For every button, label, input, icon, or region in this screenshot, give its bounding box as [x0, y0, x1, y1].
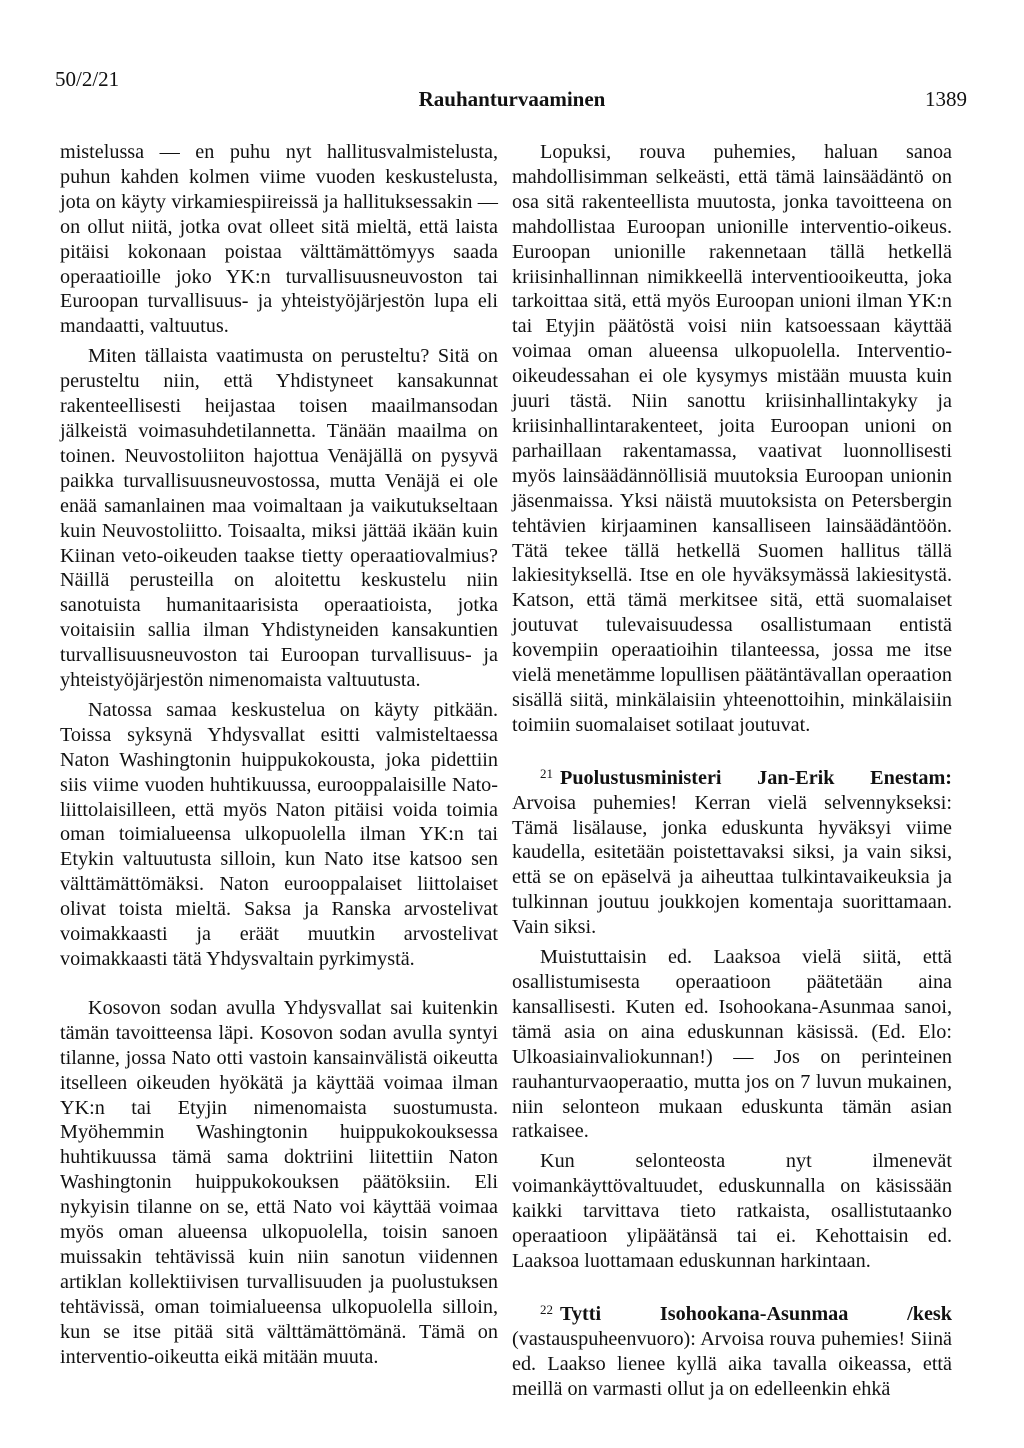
right-column: [512, 140, 952, 1402]
paragraph: Kosovon sodan avulla Yhdysvallat sai kuitenkin tämän tavoitteensa läpi. Kosovon sodan avulla syntyi tilanne, jossa Nato otti vastoin kansainvälistä oikeutta itselleen oikeuden hyökätä ja käyttää voimaa ilman YK:n tai Etyjin nimenomaista suostumusta. Myöhemmin Washingtonin huippukokouksessa huhtikuussa tämä sama doktriini liitettiin Naton Washingtonin huippukokouksen päätöksiin. Eli nykyisin tilanne on se, että Nato voi käyttää voimaa myös oman alueensa ulkopuolella, toisin sanoen muissakin tehtävissä kuin niin sanotun viidennen artiklan kollektiivisen turvallisuuden ja puolustuksen tehtävissä, oman toimialueensa ulkopuolella silloin, kun se itse pitää sitä välttämättömänä. Tämä on interventio-oikeutta eikä mitään muuta.: [60, 996, 498, 1368]
speech-22: [512, 1298, 952, 1402]
paragraph: Natossa samaa keskustelua on käyty pitkään. Toissa syksynä Yhdysvallat esitti valmisteltaessa Naton Washingtonin huippukokousta, joka pidettiin siis viime vuoden huhtikuussa, eurooppalaisille Nato-liittolaisilleen, että myös Naton pitäisi voida toimia oman toimialueensa ulkopuolella ilman YK:n tai Etykin valtuutusta silloin, kun Nato itse katsoo sen välttämättömäksi. Naton eurooppalaiset liittolaiset olivat toista mieltä. Saksa ja Ranska arvostelivat voimakkaasti ja eräät muutkin arvostelivat voimakkaasti tätä Yhdysvaltain pyrkimystä.: [60, 698, 498, 970]
speaker-name: Tytti Isohookana-Asunmaa /kesk: [560, 1302, 952, 1325]
paragraph: Kun selonteosta nyt ilmenevät voimankäyttövaltuudet, eduskunnalla on käsissään kaikki tarvittava tieto ratkaista, osallistutaanko operaatioon ylipäätänsä tai ei. Kehottaisin ed. Laaksoa luottamaan eduskunnan harkintaan.: [512, 1150, 952, 1272]
speaker-name: Puolustusministeri Jan-Erik Enestam:: [560, 766, 952, 789]
paragraph: Lopuksi, rouva puhemies, haluan sanoa mahdollisimman selkeästi, että tämä lainsäädäntö on osa sitä rakenteellista muutosta, jonka tavoitteena on mahdollistaa Euroopan unionille interventio-oikeus. Euroopan unionille rakennetaan tällä hetkellä kriisinhallinnan nimikkeellä interventiooikeutta, joka tarkoittaa sitä, että myös Euroopan unioni ilman YK:n tai Etyjin päätöstä voisi niin katsoessaan käyttää voimaa oman alueensa ulkopuolella. Interventio-oikeudessahan ei ole kysymys mistään muusta kuin juuri tästä. Niin sanottu kriisinhallintakyky ja kriisinhallintarakenteet, joita Euroopan unioni on parhaillaan rakentamassa, vaativat luonnollisesti myös lainsäädännöllisiä muutoksia Euroopan unionin jäsenmaissa. Yksi näistä muutoksista on Petersbergin tehtävien kirjaaminen kansalliseen lainsäädäntöön. Tätä tekee tällä hetkellä Suomen hallitus tällä lakiesityksellä. Itse en ole hyväksymässä lakiesitystä. Katson, että tämä merkitsee sitä, että suomalaiset joutuvat tulevaisuudessa osallistumaan entistä kovempiin operaatioihin tilanteessa, jossa me itse vielä menetämme lopullisen päätäntävallan operaation sisällä siitä, minkälaisiin yhteenottoihin, minkälaisiin toimiin suomalaiset sotilaat joutuvat.: [512, 141, 952, 736]
paragraph: Muistuttaisin ed. Laaksoa vielä siitä, että osallistumisesta operaatioon päätetään aina kansallisesti. Kuten ed. Isohookana-Asunmaa sanoi, tämä asia on aina eduskunnan käsissä. (Ed. Elo: Ulkoasiainvaliokunnan!) — Jos on perinteinen rauhanturvaoperaatio, mutta jos on 7 luvun mukainen, niin selonteon mukaan eduskunta tämän asian ratkaisee.: [512, 946, 952, 1143]
running-title: Rauhanturvaaminen: [418, 87, 606, 111]
speech-text: Arvoisa puhemies! Kerran vielä selvennykseksi: Tämä lisälause, jonka eduskunta hyväksyi viime kaudella, esitetään poistettavaksi siksi, ja vain siksi, että se on epäselvä ja aiheuttaa tulkintavaikeuksia ja tulkinnan joutuu joukkojen komentaja suorittamaan. Vain siksi.: [512, 791, 952, 939]
speech-number: 21: [540, 765, 553, 781]
paragraph: mistelussa — en puhu nyt hallitusvalmistelusta, puhun kahden kolmen viime vuoden keskustelusta, jota on käyty virkamiespiireissä ja hallituksessakin — on ollut niitä, jotka ovat olleet sitä mieltä, että laista pitäisi kokonaan poistaa välttämättömyys saada operaatioille joko YK:n turvallisuusneuvoston tai Euroopan turvallisuus- ja yhteistyöjärjestön lupa eli mandaatti, valtuutus.: [60, 141, 498, 338]
speech-number: 22: [540, 1301, 553, 1317]
speech-text: (vastauspuheenvuoro): Arvoisa rouva puhemies! Siinä ed. Laakso lienee kyllä aika tavalla oikeassa, että meillä on varmasti ollut ja on edelleenkin ehkä: [512, 1327, 952, 1400]
page-number: 1389: [925, 87, 967, 111]
paragraph: Miten tällaista vaatimusta on perusteltu? Sitä on perusteltu niin, että Yhdistyneet kansakunnat rakenteellisesti heijastaa toisen maailmansodan jälkeistä voimasuhdetilannetta. Tänään maailma on toinen. Neuvostoliiton hajottua Venäjällä on pysyvä paikka turvallisuusneuvostossa, mutta Venäjä ei ole enää samanlainen maa voimaltaan ja vaikutukseltaan kuin Neuvostoliitto. Toisaalta, miksi jättää ikään kuin Kiinan veto-oikeuden taakse tietty operaatiovalmius? Näillä perusteilla on aloitettu keskustelu niin sanotuista humanitaarisista operaatioista, jotka voitaisiin sallia ilman Yhdistyneiden kansakuntien turvallisuusneuvoston tai Euroopan turvallisuus- ja yhteistyöjärjestön nimenomaista valtuutusta.: [60, 345, 498, 692]
speech-21: [512, 762, 952, 940]
left-column: [60, 140, 498, 1370]
document-reference: 50/2/21: [55, 67, 120, 91]
